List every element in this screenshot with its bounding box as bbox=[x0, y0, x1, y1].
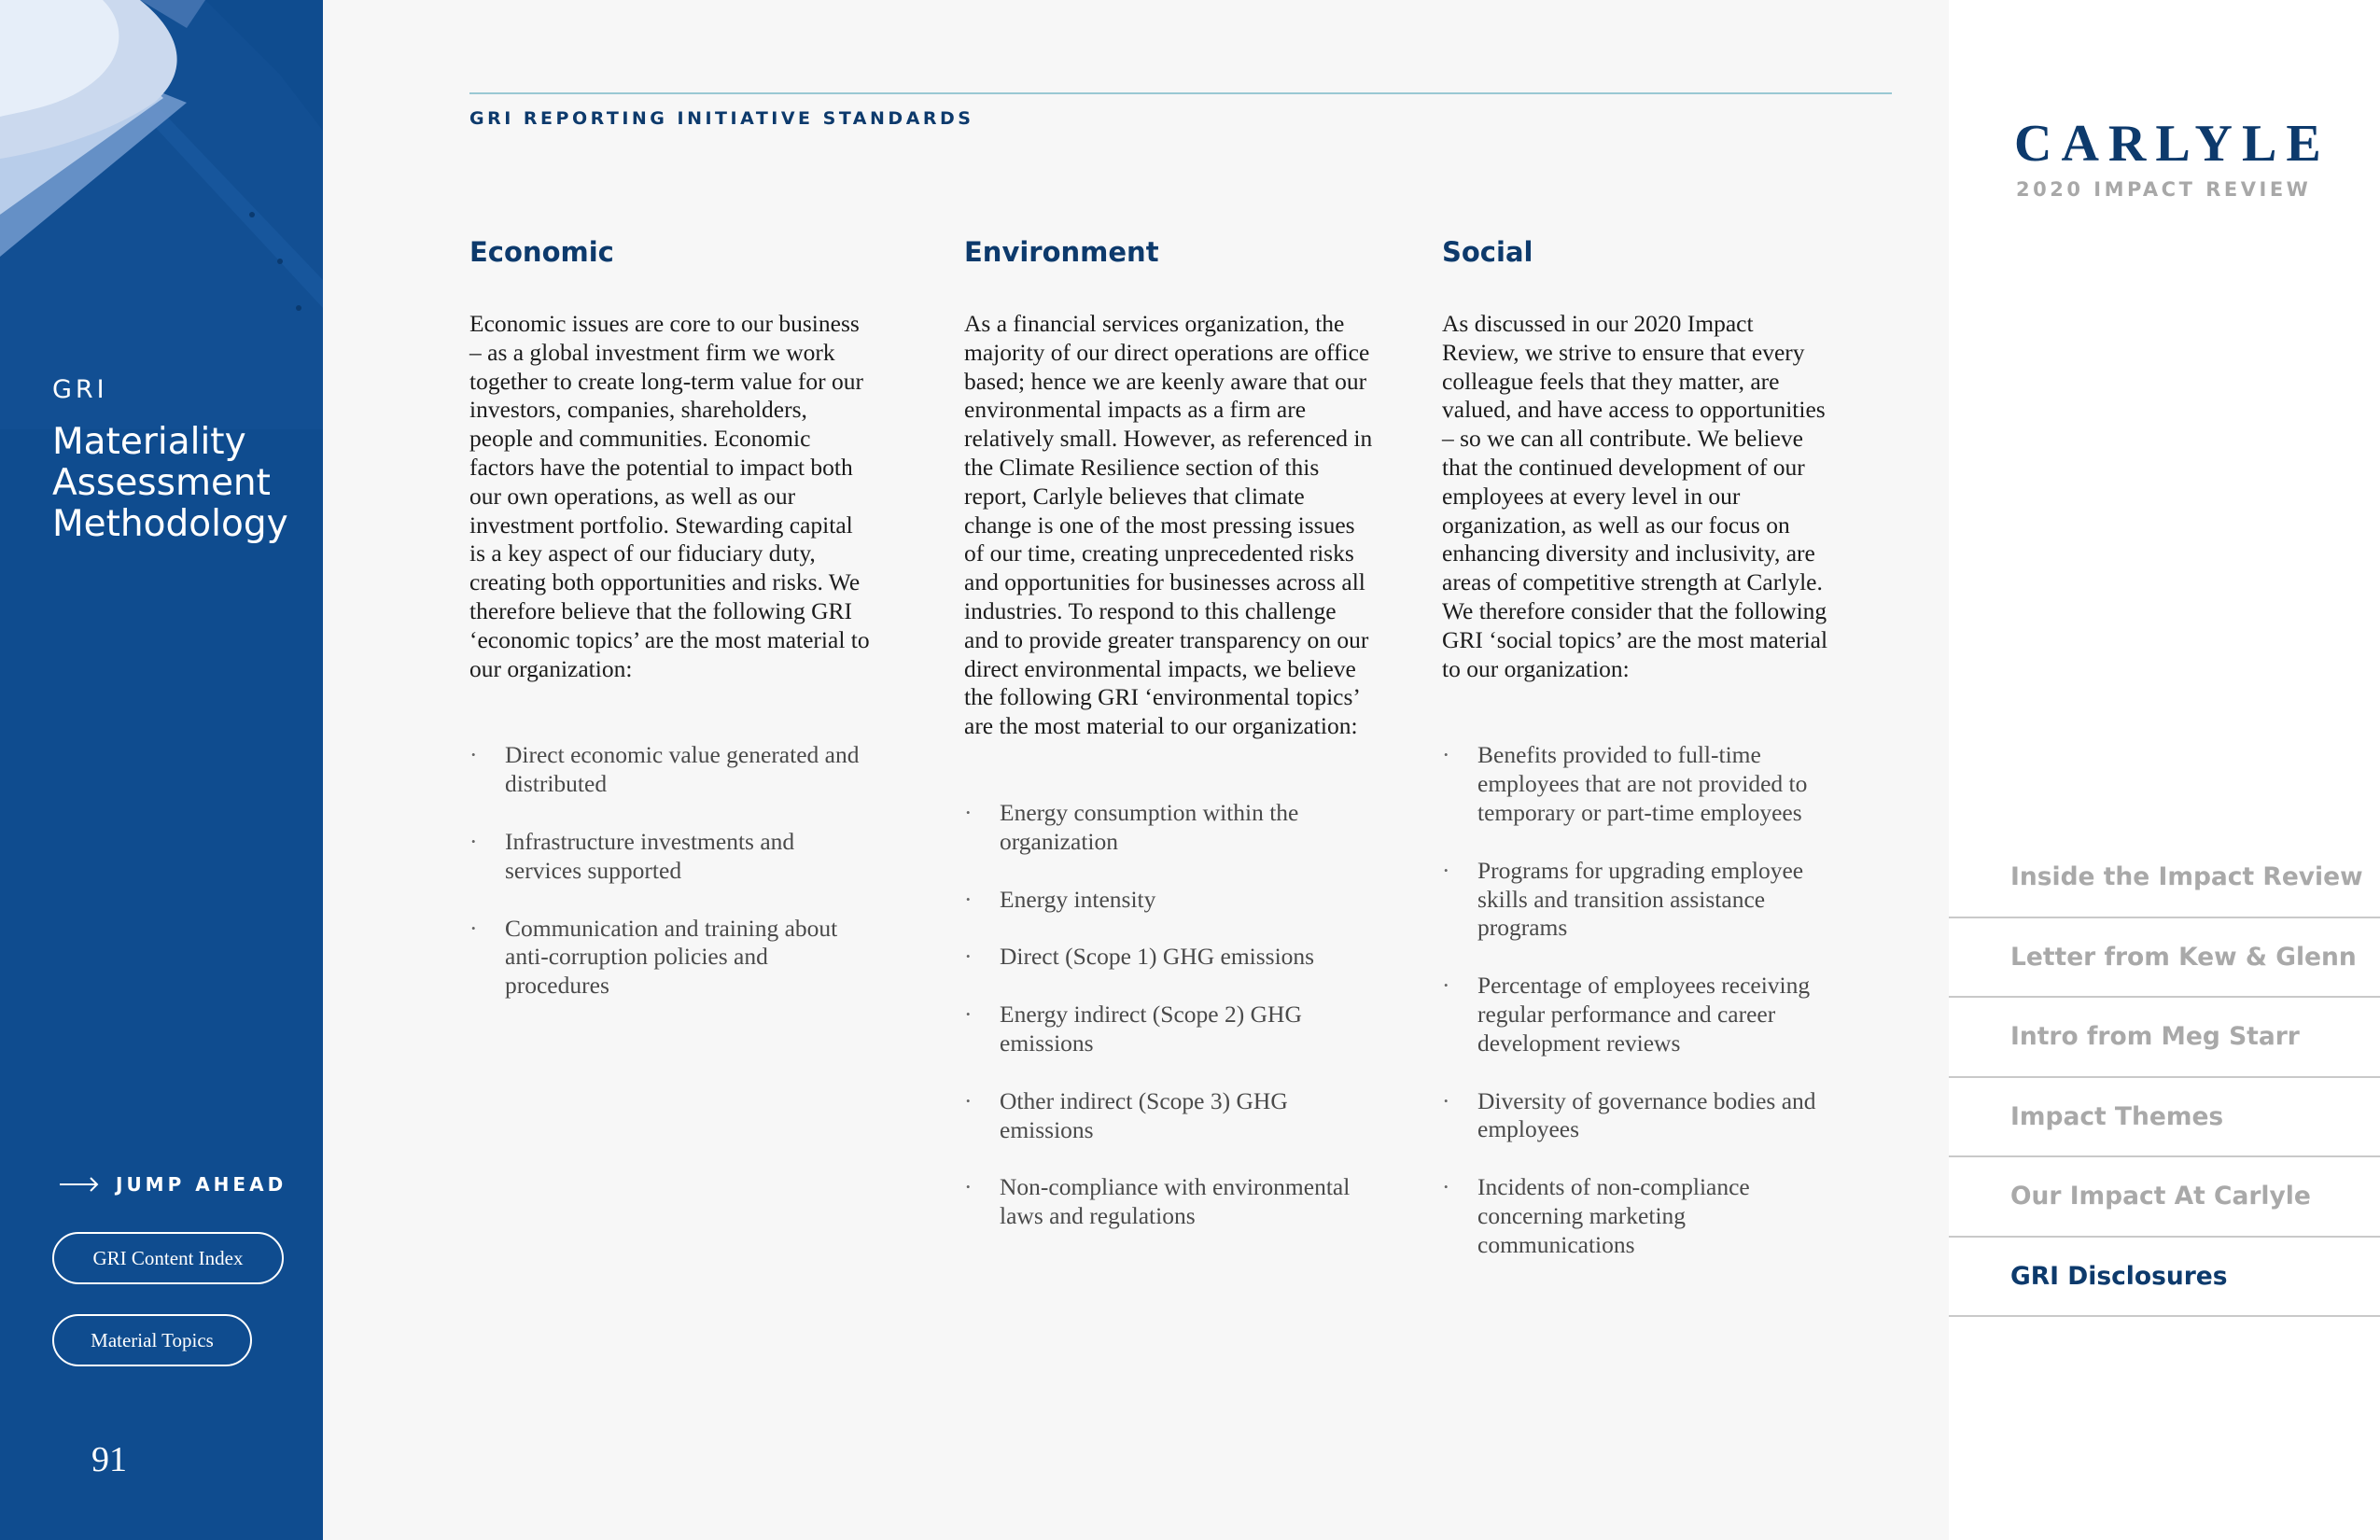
list-item: · Direct economic value generated and distributed bbox=[469, 741, 871, 799]
nav-item-gri-disclosures[interactable]: GRI Disclosures bbox=[1949, 1238, 2380, 1318]
topic-list bbox=[964, 799, 1375, 1231]
nav-item-impact-themes[interactable]: Impact Themes bbox=[1949, 1078, 2380, 1158]
nav-item-letter[interactable]: Letter from Kew & Glenn bbox=[1949, 918, 2380, 999]
nav-item-our-impact[interactable]: Our Impact At Carlyle bbox=[1949, 1157, 2380, 1238]
logo-subtitle: 2020 IMPACT REVIEW bbox=[2016, 178, 2312, 201]
list-item: · Energy consumption within the organization bbox=[964, 799, 1375, 857]
list-item: · Incidents of non-compliance concerning marketing communications bbox=[1442, 1173, 1834, 1259]
main-content bbox=[323, 0, 1949, 1540]
list-item: · Non-compliance with environmental laws and regulations bbox=[964, 1173, 1375, 1231]
topic-list bbox=[1442, 741, 1834, 1259]
carlyle-logo[interactable]: CARLYLE bbox=[2014, 115, 2331, 173]
list-item: · Energy intensity bbox=[964, 886, 1375, 915]
material-topics-button[interactable]: Material Topics bbox=[52, 1314, 252, 1366]
column-body: As a financial services organization, the majority of our direct operations are office based; hence we are keenly aware that our environmental impacts as a firm are relatively small. However, as referenced in the Climate Resilience section of this report, Carlyle believes that climate change is one of the most pressing issues of our time, creating unprecedented risks and opportunities for businesses across all industries. To respond to this challenge and to provide greater transparency on our direct environmental impacts, we believe the following GRI ‘environmental topics’ are the most material to our organization: bbox=[964, 310, 1373, 740]
column-heading: Social bbox=[1442, 236, 1533, 268]
column-environment bbox=[964, 233, 1375, 1260]
chapter-nav bbox=[1949, 838, 2380, 1317]
list-item: · Energy indirect (Scope 2) GHG emissions bbox=[964, 1001, 1375, 1058]
column-economic bbox=[469, 233, 871, 1029]
column-heading: Environment bbox=[964, 236, 1159, 268]
nav-item-inside-impact-review[interactable]: Inside the Impact Review bbox=[1949, 838, 2380, 918]
list-item: · Benefits provided to full-time employees that are not provided to temporary or part-time employees bbox=[1442, 741, 1834, 827]
column-body: Economic issues are core to our business – as a global investment firm we work together to create long-term value for our investors, companies, shareholders, people and communities. Economic factors have the potential to impact both our own operations, as well as our investment portfolio. Stewarding capital is a key aspect of our fiduciary duty, creating both opportunities and risks. We therefore believe that the following GRI ‘economic topics’ are the most material to our organization: bbox=[469, 310, 870, 682]
column-social bbox=[1442, 233, 1834, 1289]
list-item: · Other indirect (Scope 3) GHG emissions bbox=[964, 1087, 1375, 1145]
arrow-right-icon bbox=[60, 1177, 99, 1192]
list-item: · Diversity of governance bodies and employees bbox=[1442, 1087, 1834, 1145]
nav-item-intro[interactable]: Intro from Meg Starr bbox=[1949, 998, 2380, 1078]
gri-content-index-button[interactable]: GRI Content Index bbox=[52, 1232, 284, 1284]
sidebar bbox=[0, 0, 323, 1540]
page-number: 91 bbox=[91, 1440, 127, 1479]
list-item: · Communication and training about anti-corruption policies and procedures bbox=[469, 915, 871, 1001]
sidebar-header-image bbox=[0, 0, 323, 429]
right-navigation bbox=[1949, 0, 2380, 1540]
list-item: · Infrastructure investments and services supported bbox=[469, 828, 871, 886]
jump-ahead-label: JUMP AHEAD bbox=[116, 1173, 287, 1196]
list-item: · Programs for upgrading employee skills and transition assistance programs bbox=[1442, 857, 1834, 943]
topic-list bbox=[469, 741, 871, 1001]
sidebar-section-label: GRI bbox=[52, 375, 108, 404]
section-label: GRI REPORTING INITIATIVE STANDARDS bbox=[469, 108, 974, 129]
column-body: As discussed in our 2020 Impact Review, we strive to ensure that every colleague feels that they matter, are valued, and have access to opportunities – so we can all contribute. We believe that the continued development of our employees at every level in our organization, as well as our focus on enhancing diversity and inclusivity, are areas of competitive strength at Carlyle. We therefore consider that the following GRI ‘social topics’ are the most material to our organization: bbox=[1442, 310, 1828, 682]
sidebar-title: Materiality Assessment Methodology bbox=[52, 421, 288, 545]
top-divider bbox=[469, 92, 1892, 94]
column-heading: Economic bbox=[469, 236, 614, 268]
jump-ahead bbox=[60, 1173, 287, 1196]
list-item: · Percentage of employees receiving regular performance and career development reviews bbox=[1442, 972, 1834, 1057]
list-item: · Direct (Scope 1) GHG emissions bbox=[964, 943, 1375, 972]
